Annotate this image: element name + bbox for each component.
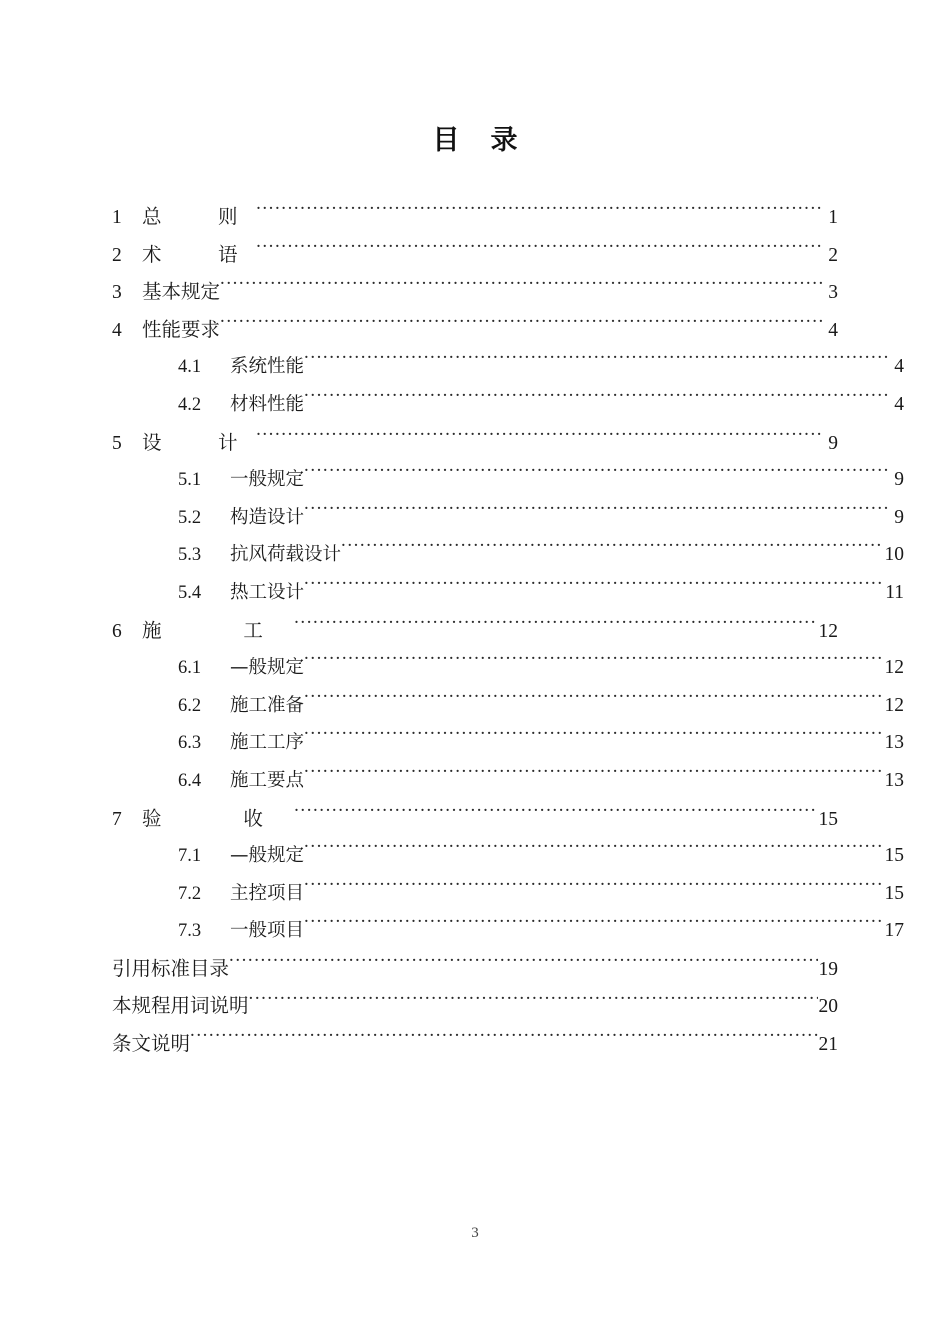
page-title: 目 录 [432, 125, 529, 156]
toc-entry-page-number: 20 [818, 996, 838, 1018]
toc-dot-leader [304, 767, 883, 786]
toc-entry-label: 条文说明 [112, 1032, 191, 1056]
toc-entry-page-number: 12 [818, 620, 838, 642]
toc-entry-label: 验 收 [142, 806, 295, 830]
toc-entry[interactable] [112, 461, 904, 499]
toc-entry-page-number: 2 [828, 244, 838, 266]
toc-entry-number: 5.3 [178, 545, 202, 566]
toc-entry-page-number: 13 [884, 732, 904, 754]
toc-entry[interactable] [112, 612, 838, 650]
toc-entry-page-number: 13 [884, 769, 904, 791]
toc-entry[interactable] [112, 987, 838, 1025]
toc-dot-leader [304, 918, 883, 937]
toc-entry-page-number: 9 [894, 469, 904, 491]
table-of-contents [112, 198, 904, 1063]
toc-entry-number: 6.2 [178, 695, 202, 716]
toc-entry[interactable] [112, 424, 838, 462]
toc-entry[interactable] [112, 499, 904, 537]
toc-dot-leader [304, 843, 883, 862]
toc-entry-number: 5.4 [178, 582, 202, 603]
toc-entry-label: 本规程用词说明 [112, 994, 249, 1018]
toc-entry[interactable] [112, 311, 838, 349]
toc-entry-number: 7 [112, 808, 122, 830]
toc-entry-number: 6 [112, 620, 122, 642]
toc-entry-label: 抗风荷载设计 [230, 544, 342, 566]
toc-entry-page-number: 3 [828, 282, 838, 304]
toc-entry-label: 热工设计 [230, 581, 305, 603]
toc-entry-number: 4.1 [178, 357, 202, 378]
toc-entry-page-number: 21 [818, 1034, 838, 1056]
toc-entry[interactable] [112, 912, 904, 950]
toc-entry-page-number: 12 [884, 657, 904, 679]
toc-dot-leader [304, 467, 889, 486]
toc-entry-page-number: 15 [818, 808, 838, 830]
toc-dot-leader [304, 579, 884, 598]
toc-entry-page-number: 11 [885, 581, 904, 603]
toc-entry-number: 4 [112, 319, 122, 341]
toc-dot-leader [256, 204, 823, 224]
toc-dot-leader [220, 316, 823, 336]
toc-entry-number: 5 [112, 432, 122, 454]
toc-entry-label: —般规定 [230, 657, 305, 679]
toc-entry-label: 一般规定 [230, 469, 305, 491]
toc-dot-leader [304, 354, 889, 373]
toc-entry-number: 5.2 [178, 507, 202, 528]
toc-entry[interactable] [112, 837, 904, 875]
toc-dot-leader [304, 391, 889, 410]
toc-entry-label: 系统性能 [230, 356, 305, 378]
toc-entry-label: 设 计 [142, 430, 257, 454]
toc-entry-label: 基本规定 [142, 280, 221, 304]
footer-page-number: 3 [471, 1225, 479, 1241]
toc-entry[interactable] [112, 273, 838, 311]
toc-entry-page-number: 4 [894, 393, 904, 415]
toc-dot-leader [304, 504, 889, 523]
toc-entry-number: 1 [112, 207, 122, 228]
toc-entry[interactable] [112, 1025, 838, 1063]
toc-entry[interactable] [112, 348, 904, 386]
toc-entry-number: 6.4 [178, 770, 202, 791]
toc-dot-leader [190, 1031, 817, 1051]
toc-entry[interactable] [112, 574, 904, 612]
toc-entry[interactable] [112, 875, 904, 913]
toc-dot-leader [341, 542, 883, 561]
toc-entry-label: 一般项目 [230, 920, 305, 942]
toc-entry-page-number: 10 [884, 544, 904, 566]
toc-dot-leader [249, 993, 818, 1013]
toc-entry-label: 主控项目 [230, 882, 305, 904]
toc-entry-page-number: 15 [884, 845, 904, 867]
toc-entry-number: 4.2 [178, 394, 202, 415]
toc-dot-leader [220, 279, 823, 299]
toc-entry-page-number: 4 [894, 356, 904, 378]
toc-entry-page-number: 15 [884, 882, 904, 904]
toc-entry-label: 施工要点 [230, 769, 305, 791]
toc-entry-label: 施工工序 [230, 732, 305, 754]
toc-entry[interactable] [112, 198, 838, 236]
toc-entry-label: 术 语 [142, 242, 257, 266]
toc-entry-number: 6.3 [178, 733, 202, 754]
toc-entry-label: 施工准备 [230, 694, 305, 716]
toc-entry-number: 7.1 [178, 846, 202, 867]
toc-entry-label: 引用标准目录 [112, 956, 230, 980]
toc-dot-leader [304, 692, 883, 711]
toc-entry-page-number: 19 [818, 958, 838, 980]
toc-entry-page-number: 17 [884, 920, 904, 942]
toc-entry-number: 5.1 [178, 470, 202, 491]
toc-entry[interactable] [112, 762, 904, 800]
toc-entry[interactable] [112, 950, 838, 988]
toc-entry-number: 3 [112, 282, 122, 304]
toc-dot-leader [294, 805, 817, 825]
toc-entry[interactable] [112, 536, 904, 574]
toc-entry[interactable] [112, 724, 904, 762]
toc-entry-page-number: 1 [828, 207, 838, 228]
toc-entry-label: 总 则 [142, 205, 257, 228]
toc-entry-label: 性能要求 [142, 317, 221, 341]
toc-entry-page-number: 9 [894, 506, 904, 528]
toc-dot-leader [294, 617, 817, 637]
toc-entry-number: 2 [112, 244, 122, 266]
toc-dot-leader [304, 730, 883, 749]
toc-dot-leader [304, 655, 883, 674]
toc-entry-page-number: 12 [884, 694, 904, 716]
toc-entry-label: —般规定 [230, 845, 305, 867]
toc-entry-label: 材料性能 [230, 393, 305, 415]
toc-entry-page-number: 4 [828, 319, 838, 341]
toc-entry[interactable] [112, 649, 904, 687]
toc-dot-leader [256, 429, 823, 449]
toc-entry-page-number: 9 [828, 432, 838, 454]
toc-entry[interactable] [112, 386, 904, 424]
toc-dot-leader [304, 880, 883, 899]
toc-entry-label: 构造设计 [230, 506, 305, 528]
toc-entry-number: 6.1 [178, 658, 202, 679]
toc-entry-label: 施 工 [142, 618, 295, 642]
toc-entry[interactable] [112, 687, 904, 725]
toc-entry[interactable] [112, 236, 838, 274]
toc-entry[interactable] [112, 800, 838, 838]
toc-dot-leader [229, 955, 817, 975]
toc-entry-number: 7.3 [178, 921, 202, 942]
toc-dot-leader [256, 241, 823, 261]
toc-entry-number: 7.2 [178, 883, 202, 904]
